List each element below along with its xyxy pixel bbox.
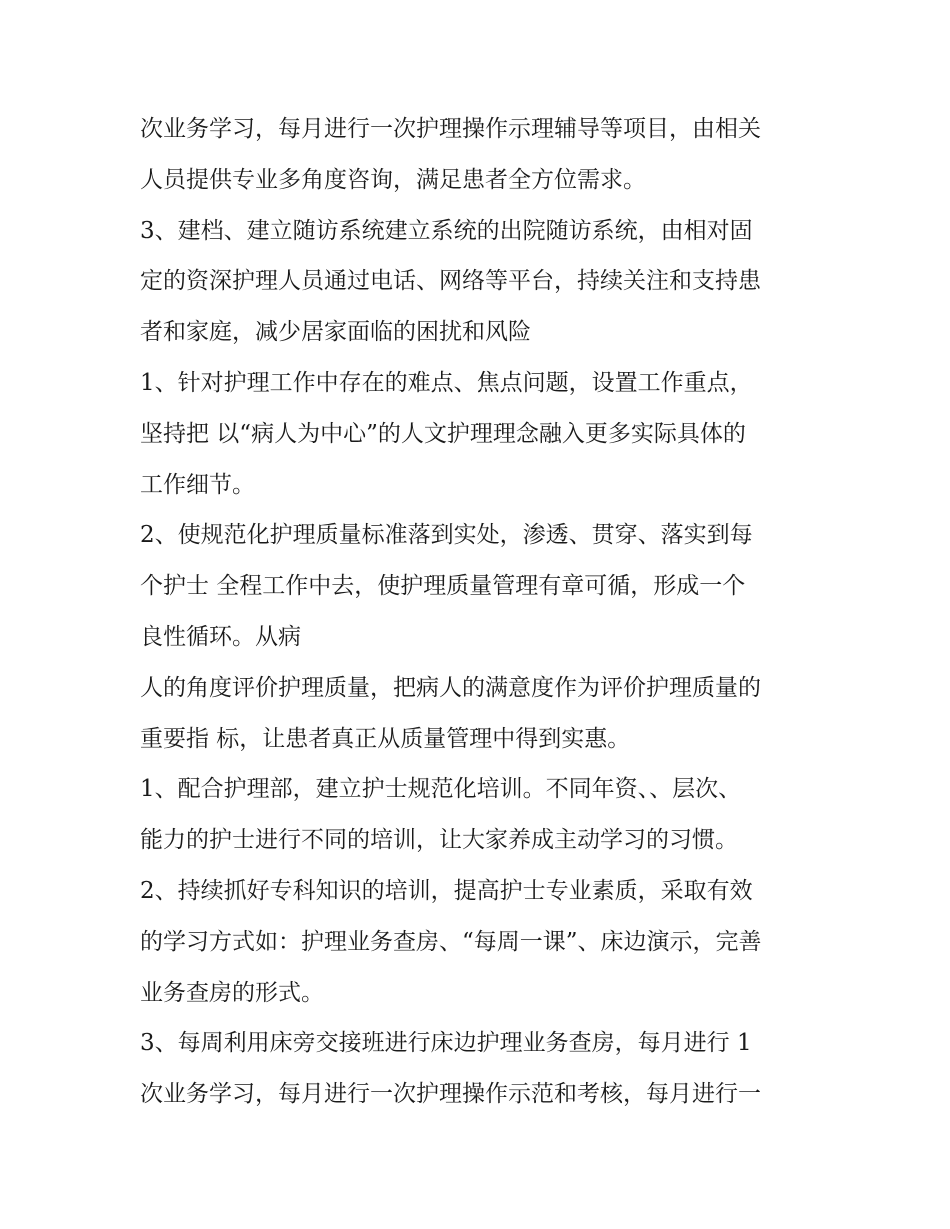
text-line: 人员提供专业多角度咨询，满足患者全方位需求。 <box>140 166 646 193</box>
text-line: 工作细节。 <box>140 471 255 498</box>
text-line: 2、持续抓好专科知识的培训，提高护士专业素质，采取有效 <box>140 877 753 904</box>
text-line: 定的资深护理人员通过电话、网络等平台，持续关注和支持患 <box>140 268 761 295</box>
body-text <box>140 104 830 1120</box>
text-line: 个护士 全程工作中去，使护理质量管理有章可循，形成一个 <box>140 573 746 600</box>
text-line: 1、针对护理工作中存在的难点、焦点问题，设置工作重点， <box>140 369 753 396</box>
text-line: 者和家庭，减少居家面临的困扰和风险 <box>140 319 531 346</box>
text-line: 良性循环。从病 <box>140 623 301 650</box>
text-line: 1、配合护理部，建立护士规范化培训。不同年资、、层次、 <box>140 776 742 803</box>
text-line: 业务查房的形式。 <box>140 979 324 1006</box>
text-line: 3、每周利用床旁交接班进行床边护理业务查房，每月进行 1 <box>140 1030 752 1057</box>
text-line: 次业务学习，每月进行一次护理操作示范和考核，每月进行一 <box>140 1081 761 1108</box>
text-line: 人的角度评价护理质量，把病人的满意度作为评价护理质量的 <box>140 674 761 701</box>
text-line: 2、使规范化护理质量标准落到实处，渗透、贯穿、落实到每 <box>140 522 753 549</box>
text-line: 重要指 标，让患者真正从质量管理中得到实惠。 <box>140 725 631 752</box>
text-line: 次业务学习，每月进行一次护理操作示理辅导等项目，由相关 <box>140 116 761 142</box>
text-line: 的学习方式如：护理业务查房、“每周一课”、床边演示，完善 <box>140 928 762 955</box>
text-line: 3、建档、建立随访系统建立系统的出院随访系统，由相对固 <box>140 217 753 244</box>
text-line: 坚持把 以“病人为中心”的人文护理理念融入更多实际具体的 <box>140 420 746 447</box>
text-line: 能力的护士进行不同的培训，让大家养成主动学习的习惯。 <box>140 827 738 854</box>
